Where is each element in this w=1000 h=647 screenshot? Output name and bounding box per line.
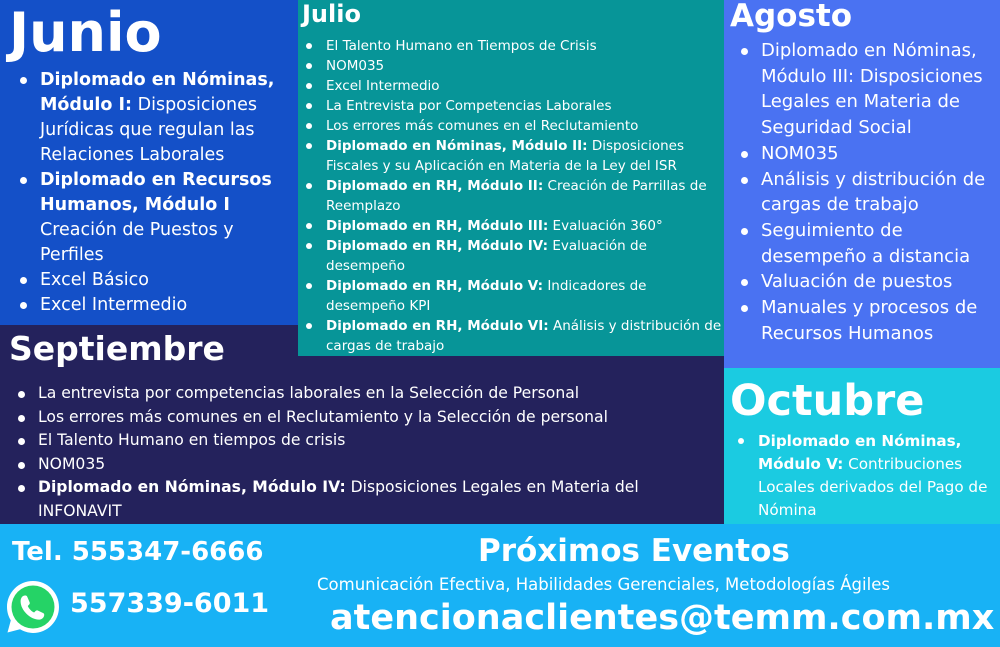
course-description: La entrevista por competencias laborales en la Selección de Personal (38, 384, 580, 402)
course-item (300, 316, 724, 356)
course-item (735, 141, 997, 167)
course-module-label: Diplomado en RH, Módulo III: (326, 218, 549, 234)
course-module-label: Diplomado en RH, Módulo II: (326, 178, 544, 194)
course-item (300, 116, 724, 136)
course-item (735, 269, 997, 295)
august-title: Agosto (730, 0, 853, 34)
course-description: Evaluación de desempeño (326, 238, 647, 274)
course-item (12, 382, 712, 406)
june-section (0, 0, 298, 325)
course-module-label: Diplomado en Nóminas, Módulo IV: (38, 478, 346, 496)
course-item (14, 293, 296, 318)
course-module-label: Diplomado en Nóminas, Módulo I: (40, 70, 275, 115)
august-section (724, 0, 1000, 368)
course-item (735, 38, 997, 141)
course-module-label: Diplomado en RH, Módulo IV: (326, 238, 549, 254)
course-item (300, 36, 724, 56)
course-item (735, 167, 997, 218)
september-course-list (12, 382, 712, 523)
contact-footer (0, 524, 1000, 647)
course-description: Disposiciones Fiscales y su Aplicación en Materia de la Ley del ISR (326, 138, 684, 174)
july-title: Julio (302, 0, 361, 28)
course-description: Diplomado en Nóminas, Módulo III: Disposiciones Legales en Materia de Seguridad Social (761, 40, 983, 139)
course-description: Valuación de puestos (761, 271, 953, 293)
course-item (300, 96, 724, 116)
whatsapp-icon[interactable] (4, 578, 62, 636)
course-item (300, 216, 724, 236)
september-title: Septiembre (9, 329, 225, 368)
whatsapp-number[interactable]: 557339-6011 (70, 588, 270, 619)
course-description: Disposiciones Legales en Materia del INFONAVIT (38, 478, 639, 520)
course-module-label: Diplomado en RH, Módulo VI: (326, 318, 549, 334)
upcoming-events-list: Comunicación Efectiva, Habilidades Gerenciales, Metodologías Ágiles (317, 575, 890, 594)
phone-number[interactable]: Tel. 555347-6666 (12, 537, 264, 567)
course-item (300, 176, 724, 216)
course-description: Indicadores de desempeño KPI (326, 278, 647, 314)
course-description: Disposiciones Jurídicas que regulan las Relaciones Laborales (40, 95, 258, 165)
course-description: NOM035 (326, 58, 385, 74)
course-description: Creación de Parrillas de Reemplazo (326, 178, 707, 214)
course-item (14, 68, 296, 168)
course-description: Excel Intermedio (40, 295, 188, 315)
contact-email[interactable]: atencionaclientes@temm.com.mx (330, 598, 995, 638)
course-description: Evaluación 360° (548, 218, 663, 234)
course-item (300, 76, 724, 96)
course-description: Análisis y distribución de cargas de trabajo (761, 168, 986, 216)
course-item (12, 406, 712, 430)
october-title: Octubre (730, 376, 925, 426)
course-item (300, 276, 724, 316)
course-module-label: Diplomado en RH, Módulo V: (326, 278, 544, 294)
course-item (300, 236, 724, 276)
course-module-label: Diplomado en Nóminas, Módulo II: (326, 138, 588, 154)
course-description: Excel Básico (40, 270, 149, 290)
course-description: La Entrevista por Competencias Laborales (326, 98, 612, 114)
course-item (735, 295, 997, 346)
course-description: El Talento Humano en Tiempos de Crisis (326, 38, 597, 54)
course-module-label: Diplomado en Nóminas, Módulo V: (758, 432, 962, 473)
course-item (300, 56, 724, 76)
august-course-list (735, 38, 997, 346)
course-description: El Talento Humano en tiempos de crisis (38, 431, 346, 449)
course-module-label: Diplomado en Recursos Humanos, Módulo I (40, 170, 272, 215)
course-item (14, 268, 296, 293)
october-course-list (732, 430, 998, 522)
course-item (732, 430, 998, 522)
july-section (298, 0, 724, 356)
course-description: Manuales y procesos de Recursos Humanos (761, 297, 978, 344)
course-item (12, 429, 712, 453)
course-description: NOM035 (38, 454, 106, 473)
course-description: Los errores más comunes en el Reclutamiento y la Selección de personal (38, 407, 608, 426)
course-description: Análisis y distribución de cargas de trabajo (326, 318, 722, 354)
course-description: Los errores más comunes en el Reclutamiento (326, 118, 639, 134)
july-course-list (300, 36, 724, 356)
course-item (12, 453, 712, 477)
course-description: Seguimiento de desempeño a distancia (761, 219, 971, 267)
june-title: Junio (9, 1, 162, 64)
course-item (12, 476, 712, 523)
june-course-list (14, 68, 296, 318)
course-description: Creación de Puestos y Perfiles (40, 220, 234, 265)
upcoming-events-title: Próximos Eventos (478, 533, 790, 569)
course-item (300, 136, 724, 176)
course-item (14, 168, 296, 268)
course-description: Contribuciones Locales derivados del Pago de Nómina (758, 455, 988, 519)
october-section (724, 368, 1000, 524)
course-item (735, 218, 997, 269)
course-description: Excel Intermedio (326, 78, 440, 94)
course-description: NOM035 (761, 142, 839, 164)
